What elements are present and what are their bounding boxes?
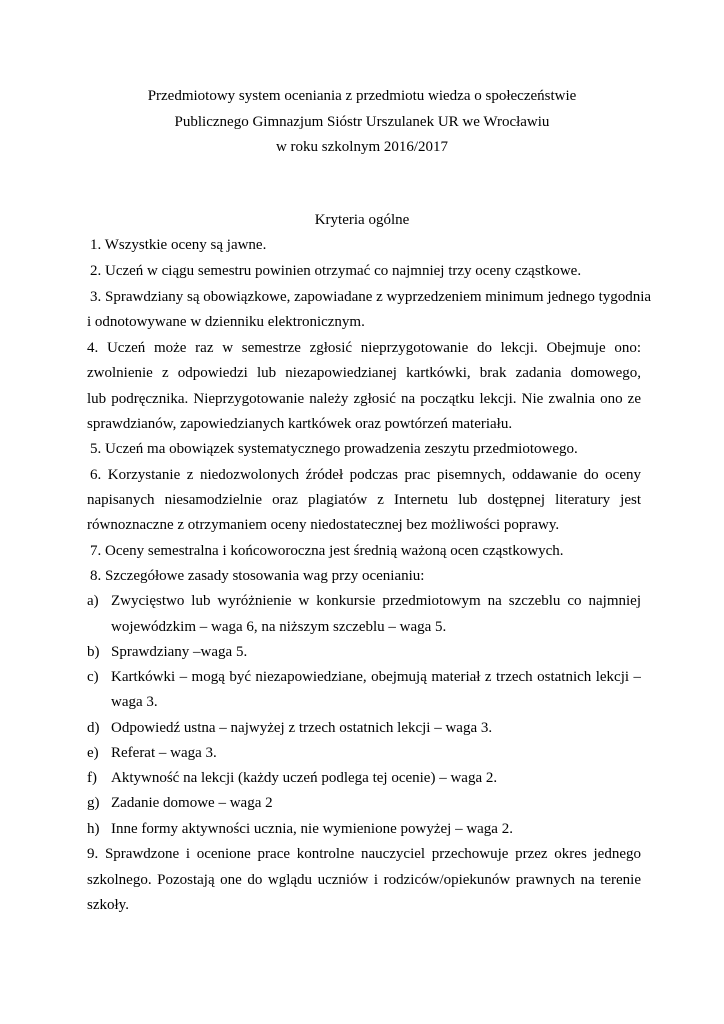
- criterion-4-line-4: sprawdzianów, zapowiedzianych kartkówek oraz powtórzeń materiału.: [87, 416, 513, 432]
- weight-f-marker: f): [87, 770, 97, 786]
- criterion-2: 2. Uczeń w ciągu semestru powinien otrzymać co najmniej trzy oceny cząstkowe.: [90, 263, 582, 279]
- weight-h: Inne formy aktywności ucznia, nie wymienione powyżej – waga 2.: [111, 821, 513, 837]
- section-title: Kryteria ogólne: [314, 212, 410, 228]
- document-title-line-3: w roku szkolnym 2016/2017: [275, 139, 449, 155]
- document-title-line-2: Publicznego Gimnazjum Sióstr Urszulanek UR we Wrocławiu: [174, 114, 550, 130]
- weight-c-line-2: waga 3.: [111, 694, 158, 710]
- weight-d: Odpowiedź ustna – najwyżej z trzech ostatnich lekcji – waga 3.: [111, 720, 493, 736]
- weight-g: Zadanie domowe – waga 2: [111, 795, 273, 811]
- weight-f: Aktywność na lekcji (każdy uczeń podlega tej ocenie) – waga 2.: [111, 770, 498, 786]
- criterion-9-line-1: 9. Sprawdzone i ocenione prace kontrolne nauczyciel przechowuje przez okres jednego: [87, 846, 641, 862]
- criterion-3-line-2: i odnotowywane w dzienniku elektronicznym.: [87, 314, 365, 330]
- weight-a-line-1: Zwycięstwo lub wyróżnienie w konkursie przedmiotowym na szczeblu co najmniej: [111, 593, 641, 609]
- criterion-9-line-2: szkolnego. Pozostają one do wglądu uczniów i rodziców/opiekunów prawnych na terenie: [87, 872, 641, 888]
- weight-e: Referat – waga 3.: [111, 745, 217, 761]
- criterion-8: 8. Szczegółowe zasady stosowania wag przy ocenianiu:: [90, 568, 425, 584]
- weight-a-line-2: wojewódzkim – waga 6, na niższym szczeblu – waga 5.: [111, 619, 447, 635]
- criterion-9-line-3: szkoły.: [87, 897, 129, 913]
- weight-b: Sprawdziany –waga 5.: [111, 644, 248, 660]
- criterion-1: 1. Wszystkie oceny są jawne.: [90, 237, 267, 253]
- weight-h-marker: h): [87, 821, 100, 837]
- weight-g-marker: g): [87, 795, 100, 811]
- weight-c-marker: c): [87, 669, 99, 685]
- criterion-3-line-1: 3. Sprawdziany są obowiązkowe, zapowiadane z wyprzedzeniem minimum jednego tygodnia: [90, 289, 652, 305]
- criterion-6-line-1: 6. Korzystanie z niedozwolonych źródeł podczas prac pisemnych, oddawanie do oceny: [90, 467, 641, 483]
- criterion-4-line-1: 4. Uczeń może raz w semestrze zgłosić nieprzygotowanie do lekcji. Obejmuje ono:: [87, 340, 641, 356]
- weight-e-marker: e): [87, 745, 99, 761]
- criterion-5: 5. Uczeń ma obowiązek systematycznego prowadzenia zeszytu przedmiotowego.: [90, 441, 578, 457]
- weight-b-marker: b): [87, 644, 100, 660]
- criterion-4-line-3: lub podręcznika. Nieprzygotowanie należy zgłosić na początku lekcji. Nie zwalnia ono ze: [87, 391, 641, 407]
- weight-a-marker: a): [87, 593, 99, 609]
- criterion-6-line-3: równoznaczne z otrzymaniem oceny niedostatecznej bez możliwości poprawy.: [87, 517, 560, 533]
- criterion-7: 7. Oceny semestralna i końcoworoczna jest średnią ważoną ocen cząstkowych.: [90, 543, 564, 559]
- criterion-6-line-2: napisanych niesamodzielnie oraz plagiatów z Internetu lub dostępnej literatury jest: [87, 492, 641, 508]
- weight-c-line-1: Kartkówki – mogą być niezapowiedziane, obejmują materiał z trzech ostatnich lekcji –: [111, 669, 641, 685]
- weight-d-marker: d): [87, 720, 100, 736]
- document-title-line-1: Przedmiotowy system oceniania z przedmiotu wiedza o społeczeństwie: [147, 88, 577, 104]
- criterion-4-line-2: zwolnienie z odpowiedzi lub niezapowiedzianej kartkówki, brak zadania domowego,: [87, 365, 641, 381]
